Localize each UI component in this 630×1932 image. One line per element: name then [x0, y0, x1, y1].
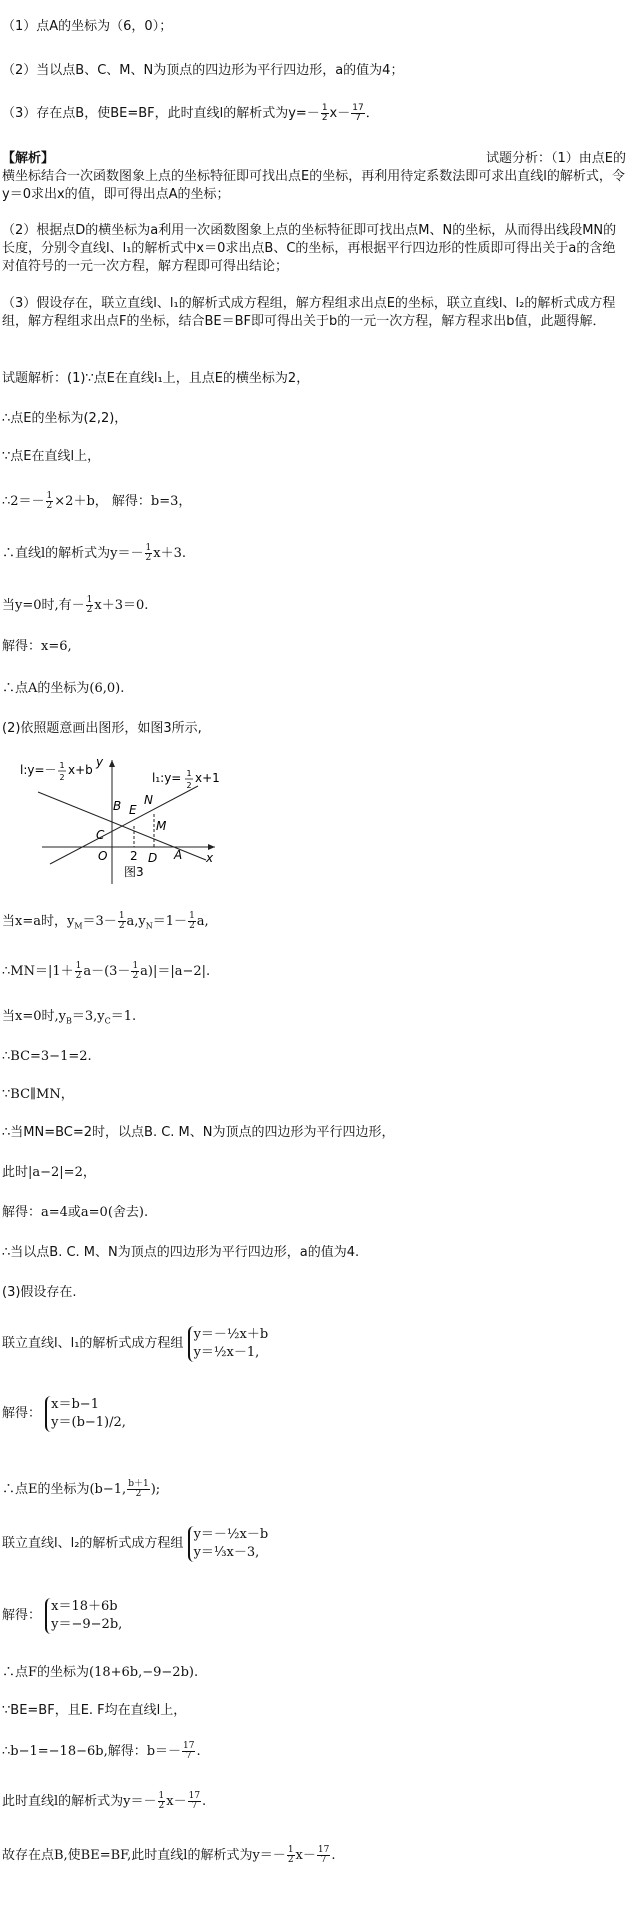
solution-line: 此时|a−2|=2，: [2, 1165, 96, 1180]
label-d: D: [148, 851, 158, 865]
y-axis-arrow: [109, 760, 115, 767]
label-a: A: [174, 848, 183, 862]
label-n: N: [144, 793, 153, 807]
figure-3: [20, 752, 220, 890]
solution-line: 联立直线l、l₂的解析式成方程组 y＝－½x－b y＝⅓x－3,: [2, 1527, 269, 1560]
fraction: $\frac{17}{7}$: [352, 103, 364, 123]
analysis-heading: [0, 150, 630, 168]
answer-3-text: （3）存在点B，使BE=BF，此时直线l的解析式为y=－: [2, 106, 320, 121]
analysis-para-1: 横坐标结合一次函数图象上点的坐标特征即可找出点E的坐标，再利用待定系数法即可求出直线l的解析式，令y＝0求出x的值，即可得出点A的坐标；: [2, 169, 625, 202]
x-axis-arrow: [208, 844, 215, 850]
label-x: x: [206, 851, 214, 865]
solution-line: ∵BE=BF，且E. F均在直线l上，: [2, 1703, 187, 1718]
solution-line: 解得： x＝b−1 y＝(b−1)/2,: [2, 1397, 126, 1430]
solution-line: 解得：x=6,: [2, 639, 72, 654]
svg-text:x+b: x+b: [68, 763, 93, 777]
solution-line: 试题解析：(1)∵点E在直线l₁上，且点E的横坐标为2，: [2, 371, 310, 386]
svg-text:2: 2: [186, 781, 192, 790]
answer-3: [0, 104, 630, 123]
label-o: O: [98, 849, 108, 863]
solution-line: (2)依照题意画出图形，如图3所示,: [2, 721, 202, 736]
solution-line: ∴当MN=BC=2时，以点B. C. M、N为顶点的四边形为平行四边形，: [2, 1125, 395, 1140]
solution-line: ∴直线l的解析式为y＝－ $\frac{1}{2}$ x＋3.: [2, 543, 186, 563]
answer-3-mid: x－: [329, 106, 351, 121]
equation-system: y＝－½x－b y＝⅓x－3,: [188, 1526, 269, 1562]
svg-text:x+1: x+1: [195, 771, 220, 785]
solution-line: ∴BC=3−1=2.: [2, 1049, 92, 1064]
label-line-l: l:y=－: [20, 763, 57, 777]
svg-text:1: 1: [59, 761, 65, 770]
solution-line: ∴MN＝|1＋ $\frac{1}{2}$ a－(3－ $\frac{1}{2}$ a)|＝|a−2|.: [2, 961, 211, 981]
solution-line: ∴b−1=−18−6b,解得：b＝－ $\frac{17}{7}$ .: [2, 1741, 201, 1761]
solution-line: (3)假设存在.: [2, 1285, 77, 1300]
svg-text:1: 1: [186, 769, 192, 778]
analysis-title: 【解析】: [2, 151, 55, 166]
label-line-l1: l₁:y=: [152, 771, 182, 785]
equation-system: y＝－½x＋b y＝½x－1,: [188, 1326, 269, 1362]
solution-line: 故存在点B,使BE=BF,此时直线l的解析式为y＝－ $\frac{1}{2}$ x－ $\frac{17}{7}$ .: [2, 1845, 336, 1865]
analysis-para-2: （2）根据点D的横坐标为a利用一次函数图象上点的坐标特征即可找出点M、N的坐标，从而得出线段MN的长度，分别令直线l、l₁的解析式中x＝0求出点B、C的坐标，再根据平行四边形的性质即可得出关于a的含绝对值符号的一元一次方程，解方程即可得出结论；: [2, 223, 617, 274]
solution-line: ∴点E的坐标为(b−1, $\frac{b+1}{2}$ );: [2, 1479, 161, 1499]
fraction: $\frac{1}{2}$: [321, 103, 328, 123]
analysis-intro: 试题分析：（1）由点E的: [486, 151, 626, 166]
figure-caption: 图3: [124, 865, 144, 879]
solution-line: 解得：a=4或a=0(舍去).: [2, 1205, 149, 1220]
label-y: y: [96, 755, 104, 769]
solution-line: ∴点A的坐标为(6,0).: [2, 681, 125, 696]
equation-system: x＝18＋6b y＝−9−2b,: [45, 1598, 122, 1634]
answer-3-end: ．: [365, 106, 379, 121]
solution-line: 当x=0时$,y_B=3,y_C=1$.: [2, 1009, 137, 1026]
solution-line: ∵点E在直线l上，: [2, 449, 101, 464]
solution-line: 当x=a时，$y_M=3-$ $\frac{1}{2}$ $a,y_N=1-$ $\frac{1}{2}$ a,: [2, 911, 209, 931]
answer-1: （1）点A的坐标为（6，0）；: [2, 19, 173, 34]
solution-line: ∵BC∥MN，: [2, 1087, 74, 1102]
solution-line: 当y=0时,有－ $\frac{1}{2}$ x＋3＝0.: [2, 595, 149, 615]
label-e: E: [129, 803, 137, 817]
solution-line: ∴点E的坐标为(2,2)，: [2, 411, 128, 426]
equation-system: x＝b−1 y＝(b−1)/2,: [45, 1396, 126, 1432]
solution-line: ∴点F的坐标为(18+6b,−9−2b).: [2, 1665, 199, 1680]
answer-2: （2）当以点B、C、M、N为顶点的四边形为平行四边形，a的值为4；: [2, 63, 404, 78]
analysis-para-3: （3）假设存在，联立直线l、l₁的解析式成方程组，解方程组求出点E的坐标，联立直线l、l₂的解析式成方程组，解方程组求出点F的坐标，结合BE＝BF即可得出关于b的一元一次方程，解方程求出b值，此题得解．: [2, 296, 616, 329]
solution-line: 联立直线l、l₁的解析式成方程组 y＝－½x＋b y＝½x－1,: [2, 1327, 269, 1360]
label-two: 2: [130, 849, 138, 863]
solution-line: ∴2＝－ $\frac{1}{2}$ ×2＋b， 解得：b=3，: [2, 491, 192, 511]
label-c: C: [96, 828, 105, 842]
solution-line: 此时直线l的解析式为y＝－ $\frac{1}{2}$ x－ $\frac{17}{7}$ .: [2, 1791, 207, 1811]
solution-line: ∴当以点B. C. M、N为顶点的四边形为平行四边形，a的值为4.: [2, 1245, 360, 1260]
svg-text:2: 2: [59, 773, 65, 782]
label-b: B: [113, 799, 122, 813]
solution-line: 解得： x＝18＋6b y＝−9−2b,: [2, 1599, 123, 1632]
label-m: M: [156, 819, 167, 833]
